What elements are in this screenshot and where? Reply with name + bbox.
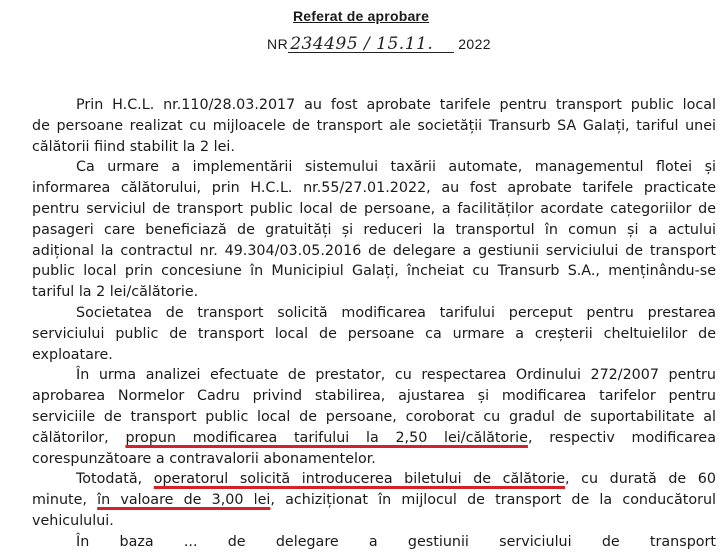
text-line: vehiculului.: [32, 512, 114, 529]
text-line: [32, 490, 716, 511]
text-line: tariful la 2 lei/călătorie.: [32, 284, 199, 301]
red-underlined-proposal: propun modificarea tarifului la 2,50 lei/călătorie: [125, 429, 528, 446]
text-line: serviciile de transport public local de persoane, coroborat cu gradul de suportabilitate al: [32, 408, 716, 425]
paragraph-1: [32, 95, 716, 157]
paragraph-4: [32, 365, 716, 469]
text-segment: , respectiv modificarea: [527, 429, 716, 446]
text-line: pentru serviciul de transport public local de persoane, a facilităților acordate categoriilor de: [32, 200, 716, 217]
document-body: [32, 95, 716, 553]
registration-number-line: [267, 36, 491, 53]
paragraph-3: [32, 303, 716, 365]
red-underlined-ticket-price: în valoare de 3,00 lei: [97, 492, 271, 509]
text-line: În baza ... de delegare a gestiunii serviciului de transport: [76, 533, 716, 550]
text-line: [32, 428, 716, 449]
text-line: Ca urmare a implementării sistemului taxării automate, managementul flotei și: [76, 159, 716, 176]
text-line: călătorii fiind stabilit la 2 lei.: [32, 138, 235, 155]
text-line: de persoane realizat cu mijloacele de transport ale societății Transurb SA Galați, tariful unei: [32, 117, 716, 134]
handwritten-number: 234495 / 15.11.: [288, 36, 454, 53]
text-line: serviciului public de transport local de persoane ca urmare a creșterii cheltuielilor de: [32, 325, 716, 342]
text-segment: minute,: [32, 492, 98, 509]
text-line: pasageri care beneficiază de gratuități și reduceri la transportul în comun și a actului: [32, 221, 716, 238]
text-line: [32, 469, 716, 490]
text-line: public local prin concesiune în Municipiul Galați, încheiat cu Transurb S.A., menținându-se: [32, 263, 716, 280]
red-underlined-ticket-request: operatorul solicită introducerea biletului de călătorie: [153, 471, 566, 488]
text-line: corespunzătoare a contravalorii abonamentelor.: [32, 450, 376, 467]
text-line: aprobarea Normelor Cadru privind stabilirea, ajustarea și modificarea tarifelor pentru: [32, 388, 716, 405]
paragraph-5: [32, 469, 716, 531]
paragraph-2: [32, 157, 716, 303]
text-segment: , cu durată de 60: [565, 471, 716, 488]
text-line: adițional la contractul nr. 49.304/03.05.2016 de delegare a gestiunii serviciului de transport: [32, 242, 716, 259]
text-segment: , achiziționat în mijlocul de transport de la conducătorul: [270, 492, 717, 509]
nr-label: NR: [267, 36, 289, 52]
text-line: În urma analizei efectuate de prestator, cu respectarea Ordinului 272/2007 pentru: [76, 367, 716, 384]
paragraph-6-cutoff: [32, 532, 716, 553]
text-segment: Totodată,: [76, 471, 154, 488]
text-line: exploatare.: [32, 346, 113, 363]
text-line: informarea călătorului, prin H.C.L. nr.55/27.01.2022, au fost aprobate tarifele practicate: [32, 180, 716, 197]
text-line: Societatea de transport solicită modificarea tarifului perceput pentru prestarea: [76, 304, 716, 321]
text-line: Prin H.C.L. nr.110/28.03.2017 au fost aprobate tarifele pentru transport public local: [76, 97, 716, 113]
nr-year: 2022: [458, 36, 491, 52]
document-title: Referat de aprobare: [293, 8, 430, 24]
text-segment: călătorilor,: [32, 429, 126, 446]
